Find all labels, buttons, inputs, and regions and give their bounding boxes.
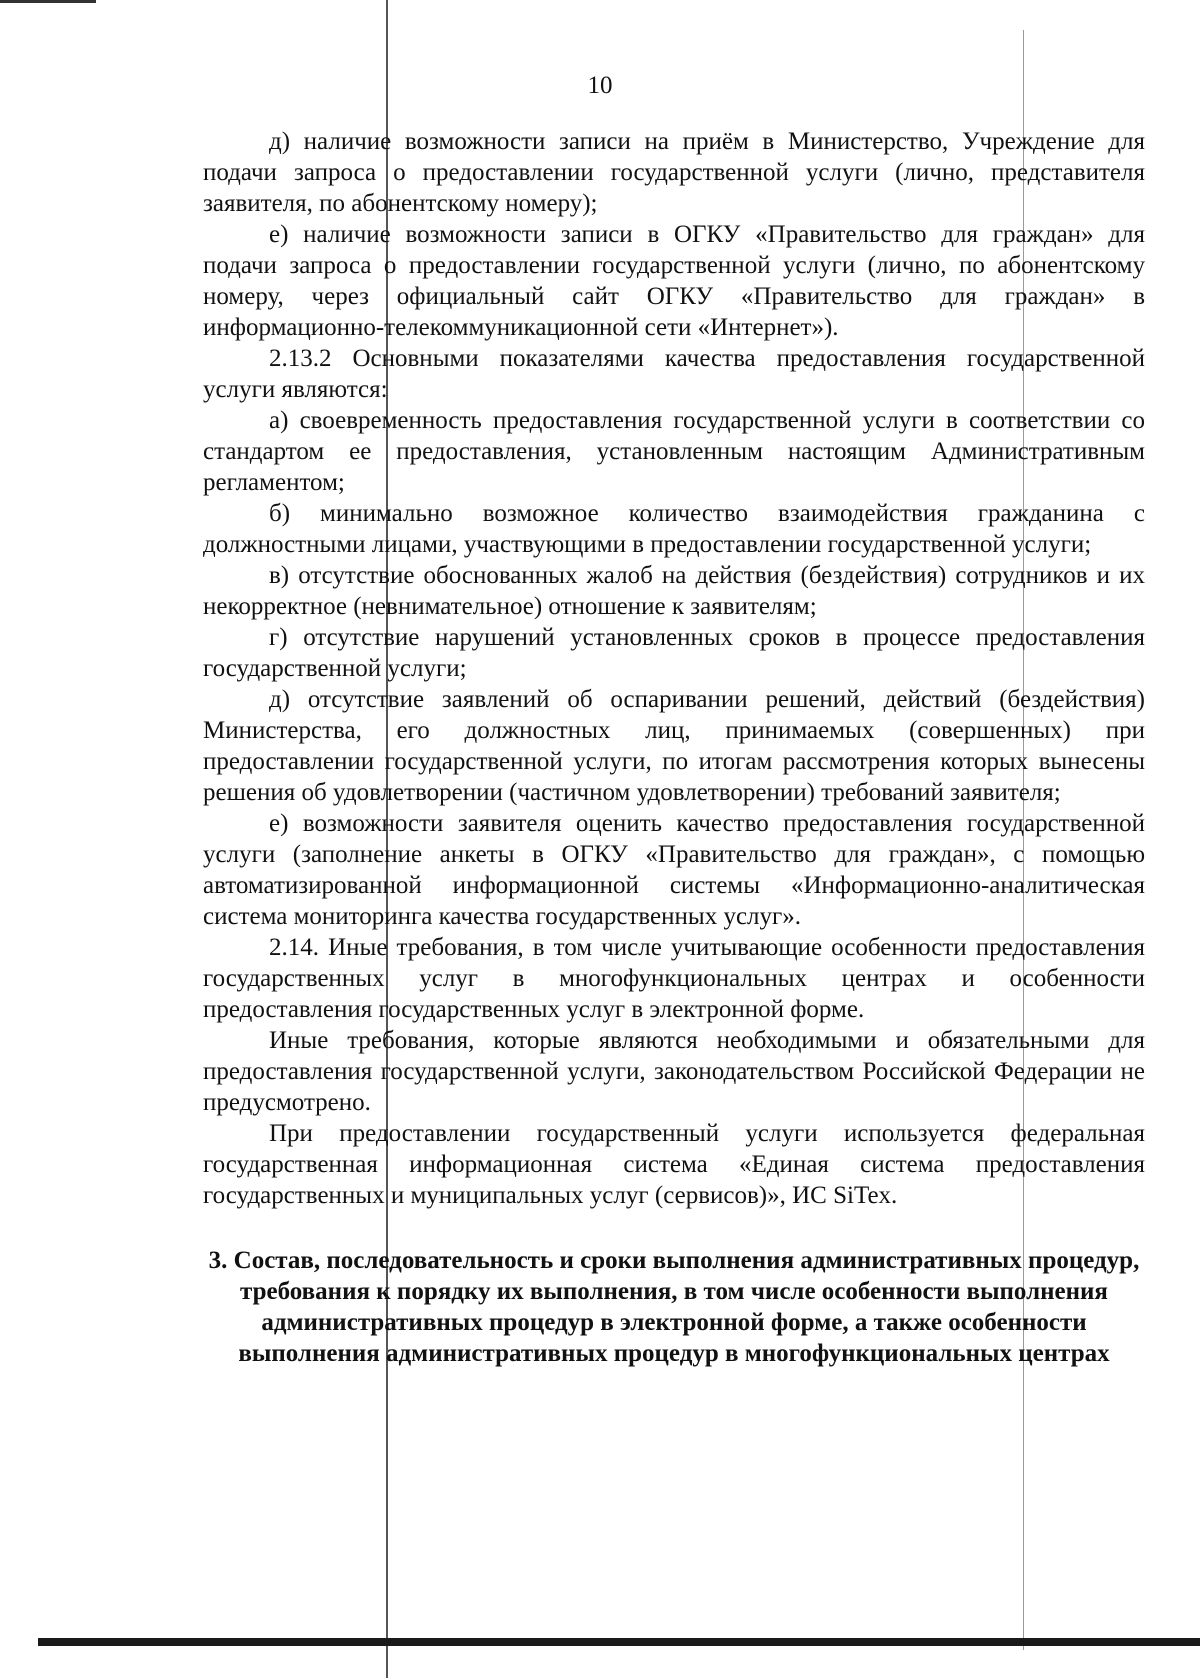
paragraph-2-13-2: 2.13.2 Основными показателями качества предоставления государственной услуги являются: — [203, 345, 1145, 403]
paragraph-d-disputes: д) отсутствие заявлений об оспаривании решений, действий (бездействия) Министерства, его должностных лиц, принимаемых (совершенных) при предоставлении государственной услуги, по итогам рассмотрения которых вынесены решения об удовлетворении (частичном удовлетворении) требований заявителя; — [203, 686, 1145, 806]
section-heading: 3. Состав, последовательность и сроки выполнения административных процедур, требования к порядку их выполнения, в том числе особенности выполнения административных процедур в электронной форме, а также особенности выполнения административных процедур в многофункциональных центрах — [208, 1247, 1140, 1367]
paragraph-d-appointment: д) наличие возможности записи на приём в Министерство, Учреждение для подачи запроса о предоставлении государственной услуги (лично, представителя заявителя, по абонентскому номеру); — [203, 128, 1145, 217]
scan-top-mark — [0, 0, 96, 3]
paragraph-v-complaints: в) отсутствие обоснованных жалоб на действия (бездействия) сотрудников и их некорректное (невнимательное) отношение к заявителям; — [203, 562, 1145, 620]
paragraph-e-quality: е) возможности заявителя оценить качество предоставления государственной услуги (заполнение анкеты в ОГКУ «Правительство для граждан», с помощью автоматизированной информационной системы «Информационно-аналитическая система мониторинга качества государственных услуг». — [203, 810, 1145, 930]
paragraph-information-system: При предоставлении государственный услуги используется федеральная государственная информационная система «Единая система предоставления государственных и муниципальных услуг (сервисов)», ИС SiTex. — [203, 1120, 1145, 1209]
paragraph-g-deadlines: г) отсутствие нарушений установленных сроков в процессе предоставления государственной услуги; — [203, 624, 1145, 682]
paragraph-a-timeliness: а) своевременность предоставления государственной услуги в соответствии со стандартом ее предоставления, установленным настоящим Административным регламентом; — [203, 407, 1145, 496]
paragraph-e-appointment: е) наличие возможности записи в ОГКУ «Правительство для граждан» для подачи запроса о предоставлении государственной услуги (лично, по абонентскому номеру, через официальный сайт ОГКУ «Правительство для граждан» в информационно-телекоммуникационной сети «Интернет»). — [203, 221, 1145, 341]
paragraph-other-requirements: Иные требования, которые являются необходимыми и обязательными для предоставления государственной услуги, законодательством Российской Федерации не предусмотрено. — [203, 1027, 1145, 1116]
scan-bottom-bar — [38, 1638, 1200, 1646]
paragraph-b-interactions: б) минимально возможное количество взаимодействия гражданина с должностными лицами, участвующими в предоставлении государственной услуги; — [203, 500, 1145, 558]
paragraph-2-14: 2.14. Иные требования, в том числе учитывающие особенности предоставления государственных услуг в многофункциональных центрах и особенности предоставления государственных услуг в электронной форме. — [203, 934, 1145, 1023]
document-body — [203, 126, 1145, 1369]
page-number: 10 — [587, 72, 613, 99]
